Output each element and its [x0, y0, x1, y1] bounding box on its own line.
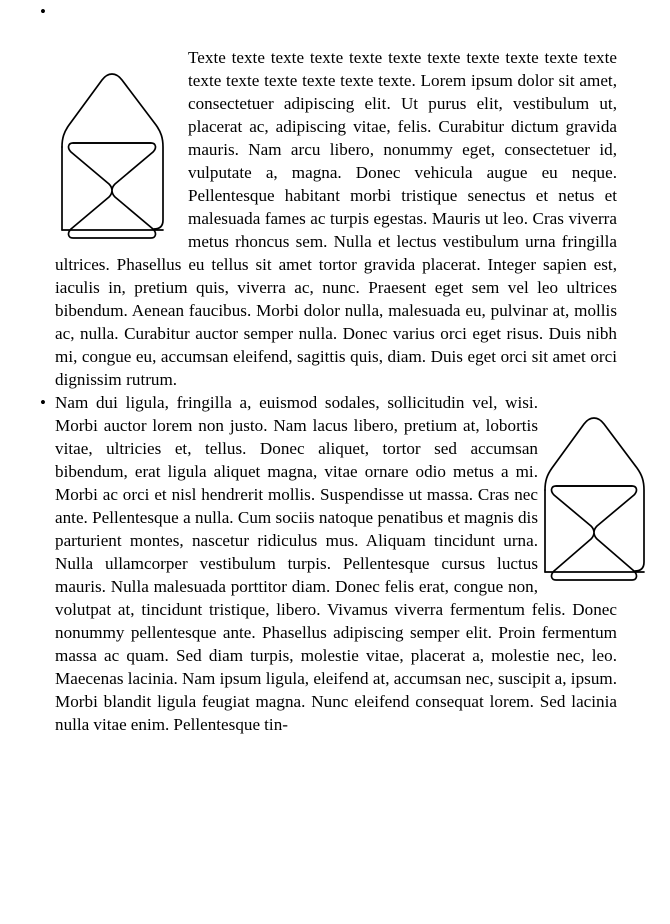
paragraph-text: Nam dui ligula, fringilla a, euismod sodales, sollicitudin vel, wisi. Morbi auctor lorem non justo. Nam lacus libero, pretium at, lobortis vitae, ultricies et, tellus. Donec aliquet, tortor sed accumsan bibendum, erat ligula aliquet magna, vitae ornare odio metus a mi. Morbi ac orci et nisl hendrerit mollis. Suspendisse ut massa. Cras nec ante. Pellentesque a nulla. Cum sociis natoque penatibus et magnis dis parturient montes, nascetur ridiculus mus. Aliquam tincidunt urna. Nulla ullamcorper vestibulum turpis. Pellentesque cursus luctus mauris. Nulla malesuada porttitor diam. Donec felis erat, congue non, volutpat at, tincidunt tristique, libero. Vivamus viverra fermentum felis. Donec nonummy pellentesque ante. Phasellus adipiscing semper elit. Proin fermentum massa ac quam. Sed diam turpis, molestie vitae, placerat a, molestie nec, leo. Maecenas lacinia. Nam ipsum ligula, eleifend at, accumsan nec, suscipit a, ipsum. Morbi blandit ligula feugiat magna. Nunc eleifend consequat lorem. Sed lacinia nulla vitae enim. Pellentesque tin-: [55, 393, 617, 734]
envelope-hourglass-icon: [55, 46, 188, 246]
figure-envelope-right: [538, 391, 666, 587]
list-bullet: •: [40, 2, 46, 21]
paragraph-text: Texte texte texte texte texte texte texte texte texte texte texte texte texte texte texte texte texte. Lorem ipsum dolor sit amet, consectetuer adipiscing elit. Ut purus elit, vestibulum ut, placerat ac, adipiscing vitae, felis. Curabitur dictum gravida mauris. Nam arcu libero, nonummy eget, consectetuer id, vulputate a, magna. Donec vehicula augue eu neque. Pellentesque habitant morbi tristique senectus et netus et malesuada fames ac turpis egestas. Mauris ut leo. Cras viverra metus rhoncus sem. Nulla et lectus vestibulum urna fringilla ultrices. Phasellus eu tellus sit amet tortor gravida placerat. Integer sapien est, iaculis in, pretium quis, viverra ac, nunc. Praesent eget sem vel leo ultrices bibendum. Aenean faucibus. Morbi dolor nulla, malesuada eu, pulvinar at, mollis ac, nulla. Curabitur auctor semper nulla. Donec varius orci eget risus. Duis nibh mi, congue eu, accumsan eleifend, sagittis quis, diam. Duis eget orci sit amet orci dignissim rutrum.: [55, 48, 617, 389]
envelope-hourglass-icon: [538, 391, 666, 587]
list-item: [0, 391, 670, 736]
list-bullet: •: [40, 393, 46, 412]
figure-lead-spacer: [55, 0, 670, 46]
figure-envelope-left: [55, 46, 188, 246]
list-item: [0, 0, 670, 391]
